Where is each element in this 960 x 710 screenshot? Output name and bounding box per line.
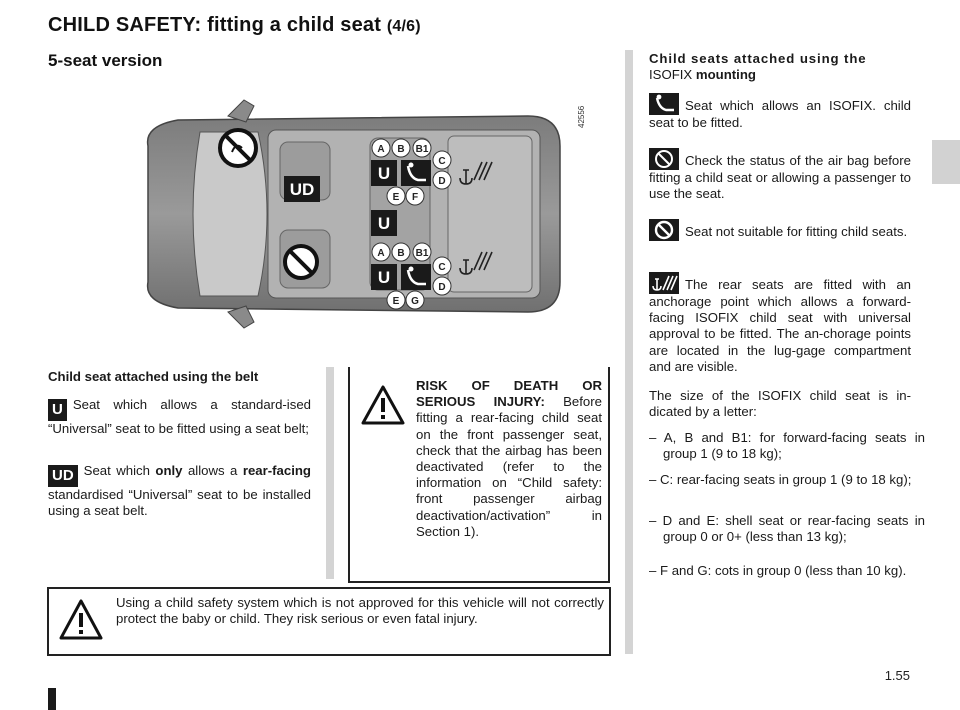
ud-text-rear: rear-facing: [242, 463, 311, 478]
row2-label-f: F: [411, 192, 419, 203]
belt-u-text: Seat which allows a standard-ised “Universal” seat to be fitted using a seat belt;: [48, 397, 311, 436]
row3-label-c: C: [438, 262, 446, 273]
u-badge: U: [48, 399, 67, 421]
title-text: CHILD SAFETY: fitting a child seat: [48, 14, 382, 36]
vehicle-illustration: [108, 86, 568, 342]
size-item: – F and G: cots in group 0 (less than 10 kg).: [649, 563, 907, 578]
row2-label-c: C: [438, 156, 446, 167]
page-title: [48, 14, 421, 37]
front-ud-badge: UD: [289, 180, 315, 199]
isofix-seat-icon: [649, 93, 679, 115]
ud-text-a: Seat which: [83, 463, 156, 478]
row3-label-b1: B1: [415, 248, 429, 259]
row2-label-d: D: [438, 176, 446, 187]
side-tab: [932, 140, 960, 184]
title-suffix: (4/6): [386, 18, 421, 35]
row3-label-b: B: [397, 248, 405, 259]
isofix-seat-paragraph: [649, 93, 911, 131]
size-item: – A, B and B1: for forward-facing seats in group 1 (9 to 18 kg);: [649, 430, 925, 462]
anchor-text: The rear seats are fitted with an anchorage point which allows a forward-facing ISOFIX child seat with universal approval to be fitted. The an-chorage points are located in the lug-gage compartment and are visible.: [649, 277, 911, 374]
row2-label-e: E: [392, 192, 400, 203]
belt-heading: Child seat attached using the belt: [48, 369, 259, 384]
ud-text-only: only: [155, 463, 183, 478]
no-airbag-icon: [220, 130, 256, 166]
ud-text-c: standardised “Universal” seat to be installed using a seat belt.: [48, 487, 311, 519]
figure-reference: 42556: [577, 105, 586, 128]
no-seat-icon: [649, 219, 679, 241]
row2-u-badge: U: [377, 164, 391, 183]
ud-text-b: allows a: [182, 463, 243, 478]
vehicle-seat-diagram: [108, 86, 568, 342]
warning-icon: [58, 598, 104, 642]
page-number: 1.55: [884, 668, 910, 683]
not-suitable-paragraph: [649, 219, 911, 241]
no-child-seat-icon: [285, 246, 317, 278]
belt-ud-paragraph: [48, 463, 311, 519]
warning-body: Before fitting a rear-facing child seat on the front passenger seat, check that the airbag has been deactivated (refer to the information on “Child safety: front passenger airbag deactivation/activation” in Section 1).: [416, 394, 602, 539]
column-divider: [326, 367, 334, 579]
row2-label-a: A: [377, 144, 385, 155]
row3-label-a: A: [377, 248, 385, 259]
row3-label-d: D: [438, 282, 446, 293]
column-divider: [625, 50, 633, 654]
isofix-seat-text: Seat which allows an ISOFIX. child seat to be fitted.: [649, 98, 911, 130]
warning-text: [356, 378, 602, 540]
ud-badge: UD: [48, 465, 78, 487]
isofix-heading-c: mounting: [692, 67, 756, 83]
row2-label-b1: B1: [415, 144, 429, 155]
row3-isofix-seat-icon: [401, 264, 431, 290]
row3-u-badge: U: [377, 268, 391, 287]
airbag-check-icon: [649, 148, 679, 170]
belt-u-paragraph: [48, 397, 311, 437]
bottom-warning-text: Using a child safety system which is not approved for this vehicle will not correctly protect the baby or child. They risk serious or even fatal injury.: [116, 595, 604, 627]
row2-label-b: B: [397, 144, 405, 155]
row2-isofix-seat-icon: [401, 160, 431, 186]
isofix-heading-a: Child seats attached using the: [649, 51, 867, 66]
row3-label-e: E: [392, 296, 400, 307]
corner-mark: [48, 688, 56, 710]
airbag-paragraph: [649, 148, 911, 202]
size-intro: The size of the ISOFIX child seat is in-dicated by a letter:: [649, 388, 911, 420]
warning-heading: RISK OF DEATH OR SERIOUS INJURY:: [416, 378, 602, 410]
size-item: – D and E: shell seat or rear-facing seats in group 0 or 0+ (less than 13 kg);: [649, 513, 925, 545]
isofix-heading: [649, 51, 911, 83]
size-item: – C: rear-facing seats in group 1 (9 to 18 kg);: [649, 472, 912, 487]
isofix-heading-b: ISOFIX: [649, 67, 693, 83]
isofix-anchor-icon: [649, 272, 679, 294]
row3-label-g: G: [411, 296, 419, 307]
section-title: 5-seat version: [48, 51, 163, 70]
anchor-paragraph: [649, 272, 911, 375]
not-suitable-text: Seat not suitable for fitting child seats.: [685, 224, 908, 239]
middle-u-badge: U: [377, 214, 391, 233]
airbag-text: Check the status of the air bag before fitting a child seat or allowing a passenger to use the seat.: [649, 153, 911, 202]
